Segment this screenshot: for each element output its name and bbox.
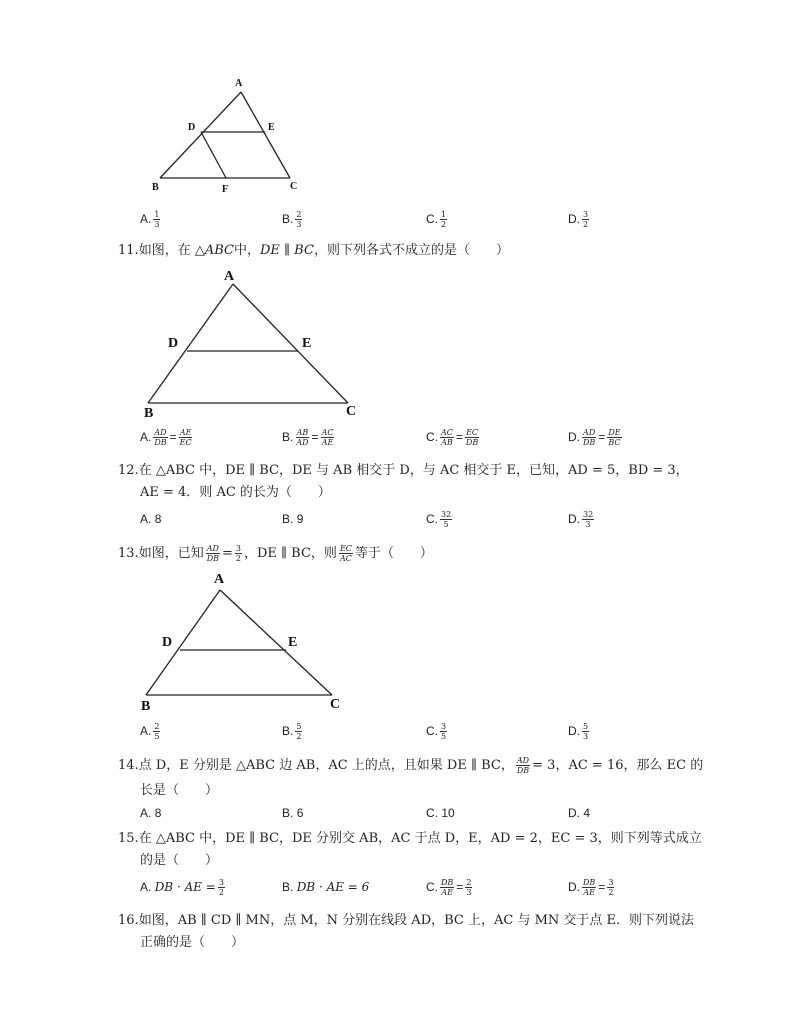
q14-option-a[interactable]: A. 8 xyxy=(140,806,162,820)
q11-label-a: A xyxy=(224,269,235,284)
q12-option-b[interactable]: B. 9 xyxy=(282,512,304,526)
q14-option-c[interactable]: C. 10 xyxy=(426,806,455,820)
q10-figure xyxy=(140,72,320,202)
q11-label-d: D xyxy=(168,336,179,351)
q10-label-e: E xyxy=(268,122,275,133)
q13-option-b[interactable]: B. $\frac{5}{2}$ xyxy=(282,722,302,742)
q15-option-b[interactable]: B. DB · AE = 6 xyxy=(282,880,370,894)
q11-option-d[interactable]: D. $\frac{AD}{DB}$ = $\frac{DE}{BC}$ xyxy=(568,428,621,448)
q14-number: 14. xyxy=(118,758,139,773)
q13-option-c[interactable]: C. $\frac{3}{5}$ xyxy=(426,722,447,742)
q13-option-a[interactable]: A. $\frac{2}{5}$ xyxy=(140,722,160,742)
q12-question-line2: AE = 4．则 AC 的长为（ ） xyxy=(140,485,331,500)
q16-question-line1: 16.如图，AB ∥ CD ∥ MN，点 M，N 分别在线段 AD，BC 上，AC 与 MN 交于点 E．则下列说法 xyxy=(118,913,695,928)
q12-number: 12. xyxy=(118,463,139,478)
q10-option-b[interactable]: B. $\frac{2}{3}$ xyxy=(282,210,302,230)
q10-label-d: D xyxy=(188,122,196,133)
q10-label-f: F xyxy=(222,184,229,195)
q13-question: 13.如图，已知 $\frac{AD}{DB}$ = $\frac{3}{2}$ ，DE ∥ BC，则 $\frac{EC}{AC}$ 等于（ ） xyxy=(118,544,433,563)
q16-question-line2: 正确的是（ ） xyxy=(140,935,245,950)
q12-question-line1: 12.在 △ABC 中，DE ∥ BC，DE 与 AB 相交于 D，与 AC 相交于 E，已知，AD = 5，BD = 3， xyxy=(118,463,689,478)
q14-option-b[interactable]: B. 6 xyxy=(282,806,304,820)
q15-option-c[interactable]: C. $\frac{DB}{AE}$ = $\frac{2}{3}$ xyxy=(426,878,472,898)
q14-option-d[interactable]: D. 4 xyxy=(568,806,591,820)
q11-label-b: B xyxy=(144,406,154,421)
q12-option-d[interactable]: D. $\frac{32}{3}$ xyxy=(568,510,594,530)
q10-side-ac xyxy=(241,92,290,178)
q13-label-a: A xyxy=(214,572,225,587)
q15-question-line2: 的是（ ） xyxy=(140,853,219,868)
q10-label-a: A xyxy=(235,78,243,89)
q11-figure xyxy=(140,262,370,422)
q11-label-c: C xyxy=(346,404,357,419)
q11-question: 11.如图，在 △ABC中，DE ∥ BC，则下列各式不成立的是（ ） xyxy=(118,243,509,258)
q10-option-a[interactable]: A. $\frac{1}{3}$ xyxy=(140,210,160,230)
q13-label-e: E xyxy=(288,635,298,650)
q11-side-ac xyxy=(233,284,348,403)
q10-option-d[interactable]: D. $\frac{3}{2}$ xyxy=(568,210,589,230)
q12-option-a[interactable]: A. 8 xyxy=(140,512,162,526)
q10-label-b: B xyxy=(152,182,159,193)
q10-segment-df xyxy=(201,132,226,178)
q10-side-ab xyxy=(160,92,241,178)
q15-question-line1: 15.在 △ABC 中，DE ∥ BC，DE 分别交 AB，AC 于点 D，E，AD = 2，EC = 3，则下列等式成立 xyxy=(118,831,702,846)
q13-figure xyxy=(140,568,360,718)
q15-option-d[interactable]: D. $\frac{DB}{AE}$ = $\frac{3}{2}$ xyxy=(568,878,614,898)
q10-label-c: C xyxy=(290,181,298,192)
q13-label-d: D xyxy=(162,635,173,650)
q13-label-c: C xyxy=(330,697,341,712)
q11-side-ab xyxy=(148,284,233,403)
q11-option-c[interactable]: C. $\frac{AC}{AB}$ = $\frac{EC}{DB}$ xyxy=(426,428,479,448)
q15-option-a[interactable]: A. DB · AE = $\frac{3}{2}$ xyxy=(140,878,224,898)
q13-number: 13. xyxy=(118,546,139,561)
q13-label-b: B xyxy=(141,699,151,714)
q13-option-d[interactable]: D. $\frac{5}{3}$ xyxy=(568,722,589,742)
q13-side-ab xyxy=(146,590,220,695)
q16-number: 16. xyxy=(118,913,139,928)
q11-option-b[interactable]: B. $\frac{AB}{AD}$ = $\frac{AC}{AE}$ xyxy=(282,428,334,448)
q11-option-a[interactable]: A. $\frac{AD}{DB}$ = $\frac{AE}{EC}$ xyxy=(140,428,192,448)
q14-question-line1: 14.点 D，E 分别是 △ABC 边 AB，AC 上的点，且如果 DE ∥ BC， $\frac{AD}{DB}$ = 3，AC = 16，那么 EC 的 xyxy=(118,756,704,775)
q13-side-ac xyxy=(220,590,332,695)
q15-number: 15. xyxy=(118,831,139,846)
q12-option-c[interactable]: C. $\frac{32}{5}$ xyxy=(426,510,452,530)
q14-question-line2: 长是（ ） xyxy=(140,783,219,798)
q11-number: 11. xyxy=(118,243,139,258)
q10-option-c[interactable]: C. $\frac{1}{2}$ xyxy=(426,210,447,230)
q11-label-e: E xyxy=(302,336,312,351)
